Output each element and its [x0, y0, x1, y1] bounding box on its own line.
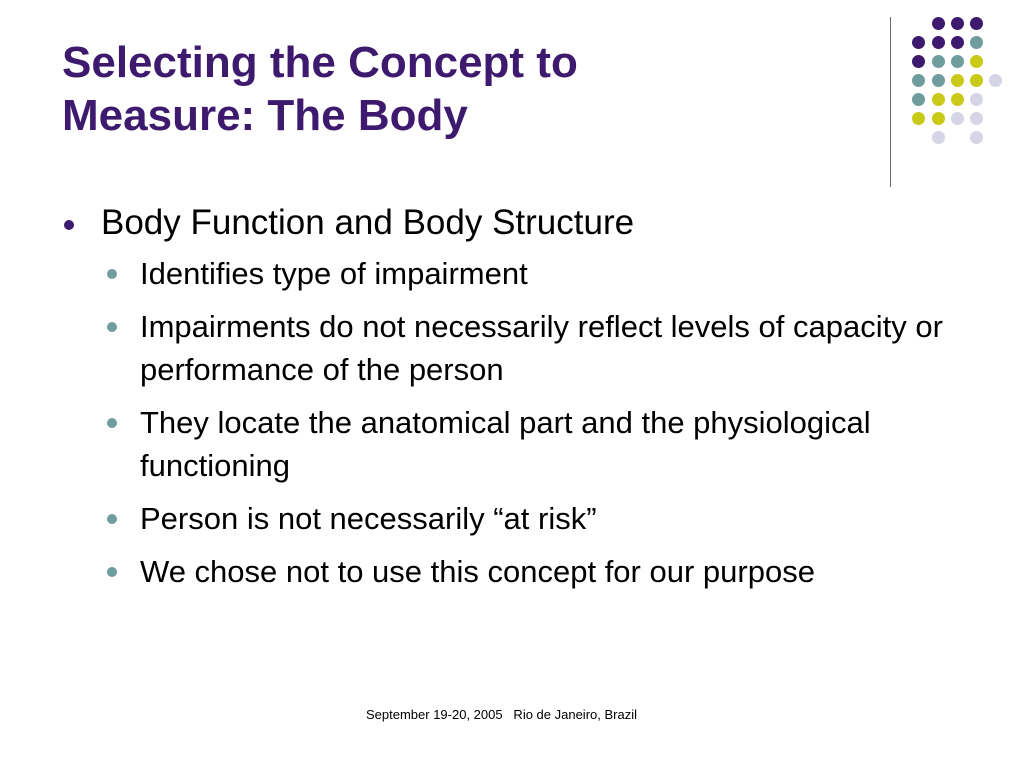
sub-bullet-text: We chose not to use this concept for our purpose [140, 554, 815, 589]
decorative-dot [951, 93, 964, 106]
decorative-dot [932, 55, 945, 68]
sub-bullet-text: Identifies type of impairment [140, 256, 528, 291]
sub-bullet-text: Person is not necessarily “at risk” [140, 501, 597, 536]
decorative-dot [970, 112, 983, 125]
decorative-dot [932, 112, 945, 125]
sub-bullet-dot-icon [107, 418, 117, 428]
decorative-dot [970, 93, 983, 106]
decorative-dot [912, 112, 925, 125]
decorative-dot [951, 55, 964, 68]
decorative-dot [932, 131, 945, 144]
decorative-dot [970, 74, 983, 87]
sub-bullet-item [101, 305, 982, 391]
decorative-dot [932, 36, 945, 49]
decorative-dot [951, 112, 964, 125]
decorative-dot [970, 55, 983, 68]
sub-bullet-item [101, 401, 982, 487]
decorative-dot [951, 36, 964, 49]
slide-body [62, 200, 982, 603]
decorative-dot-grid [0, 0, 1024, 200]
title-line-2: Measure: The Body [62, 91, 468, 140]
decorative-dot [970, 131, 983, 144]
decorative-dot [970, 36, 983, 49]
decorative-dot [932, 74, 945, 87]
title-line-1: Selecting the Concept to [62, 38, 578, 87]
decorative-dot [951, 17, 964, 30]
decorative-dot [932, 93, 945, 106]
decorative-dot [951, 74, 964, 87]
bullet-text: Body Function and Body Structure [101, 203, 635, 242]
decorative-dot [970, 17, 983, 30]
sub-bullet-dot-icon [107, 567, 117, 577]
decorative-dot [912, 55, 925, 68]
sub-bullet-text: Impairments do not necessarily reflect levels of capacity or performance of the person [140, 309, 943, 387]
sub-bullet-dot-icon [107, 514, 117, 524]
sub-bullet-item [101, 497, 982, 540]
sub-bullet-text: They locate the anatomical part and the physiological functioning [140, 405, 871, 483]
sub-bullet-item [101, 550, 982, 593]
decorative-dot [912, 36, 925, 49]
slide-footer: September 19-20, 2005 Rio de Janeiro, Brazil [366, 707, 637, 722]
decorative-dot [912, 74, 925, 87]
sub-bullet-dot-icon [107, 322, 117, 332]
decorative-dot [989, 74, 1002, 87]
sub-bullet-dot-icon [107, 269, 117, 279]
decorative-dot [912, 93, 925, 106]
sub-bullet-item [101, 252, 982, 295]
bullet-dot-icon [64, 220, 74, 230]
bullet-item [62, 200, 982, 246]
decorative-dot [932, 17, 945, 30]
